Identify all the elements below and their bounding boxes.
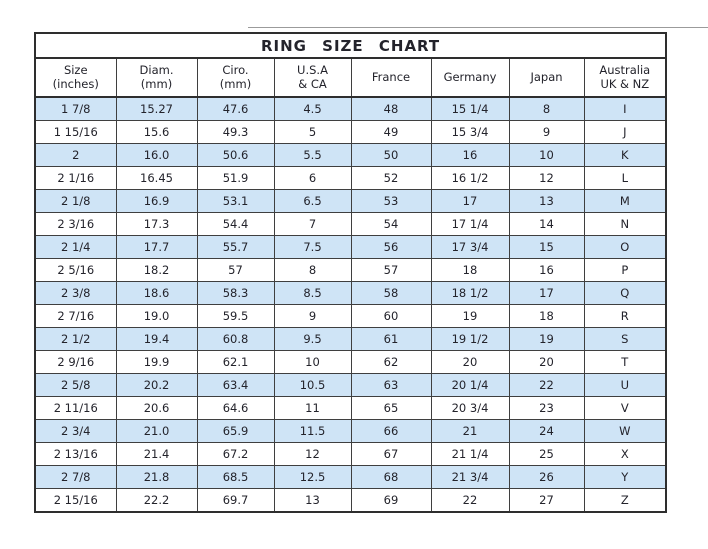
page-title: RING SIZE CHART: [35, 33, 666, 58]
table-cell: 7: [274, 213, 351, 236]
table-cell: 20 3/4: [431, 397, 509, 420]
table-cell: 17: [509, 282, 584, 305]
table-cell: 53.1: [197, 190, 274, 213]
table-cell: 18: [509, 305, 584, 328]
table-cell: 17 3/4: [431, 236, 509, 259]
table-cell: 19.9: [116, 351, 197, 374]
table-cell: J: [584, 121, 666, 144]
table-cell: 53: [351, 190, 431, 213]
table-cell: 49.3: [197, 121, 274, 144]
table-cell: 19: [431, 305, 509, 328]
table-cell: 21.4: [116, 443, 197, 466]
table-cell: 7.5: [274, 236, 351, 259]
column-header-size: [35, 58, 116, 97]
table-cell: 64.6: [197, 397, 274, 420]
table-cell: 6.5: [274, 190, 351, 213]
table-cell: 2 3/16: [35, 213, 116, 236]
table-cell: 19.0: [116, 305, 197, 328]
table-cell: 50.6: [197, 144, 274, 167]
table-row: [35, 144, 666, 167]
table-cell: 11.5: [274, 420, 351, 443]
table-cell: 59.5: [197, 305, 274, 328]
table-cell: 60: [351, 305, 431, 328]
table-row: [35, 259, 666, 282]
table-cell: 2 3/8: [35, 282, 116, 305]
column-header-label: Size: [63, 62, 88, 77]
table-cell: 65.9: [197, 420, 274, 443]
column-header-label: U.S.A: [297, 62, 328, 77]
column-header-label: France: [371, 69, 411, 84]
table-cell: 19.4: [116, 328, 197, 351]
table-cell: 13: [509, 190, 584, 213]
column-header-usa-ca: [274, 58, 351, 97]
table-cell: 67.2: [197, 443, 274, 466]
table-cell: 69: [351, 489, 431, 513]
table-cell: 63: [351, 374, 431, 397]
table-cell: 2 7/8: [35, 466, 116, 489]
table-cell: 10.5: [274, 374, 351, 397]
column-header-sublabel: (mm): [219, 76, 252, 91]
table-cell: 10: [274, 351, 351, 374]
table-row: [35, 213, 666, 236]
table-cell: 22: [431, 489, 509, 513]
table-cell: 57: [197, 259, 274, 282]
table-cell: 49: [351, 121, 431, 144]
table-cell: 4.5: [274, 97, 351, 121]
table-cell: 62: [351, 351, 431, 374]
table-cell: L: [584, 167, 666, 190]
table-cell: 20: [431, 351, 509, 374]
table-cell: 16: [509, 259, 584, 282]
table-row: [35, 374, 666, 397]
table-cell: 56: [351, 236, 431, 259]
column-header-germany: [431, 58, 509, 97]
table-cell: 54: [351, 213, 431, 236]
column-header-row: [35, 58, 666, 97]
table-cell: R: [584, 305, 666, 328]
table-cell: 18: [431, 259, 509, 282]
table-cell: 18.6: [116, 282, 197, 305]
column-header-sublabel: & CA: [298, 76, 327, 91]
table-cell: O: [584, 236, 666, 259]
table-cell: X: [584, 443, 666, 466]
table-cell: 14: [509, 213, 584, 236]
table-row: [35, 236, 666, 259]
table-cell: 21: [431, 420, 509, 443]
table-cell: 6: [274, 167, 351, 190]
table-cell: 22.2: [116, 489, 197, 513]
table-cell: 21 3/4: [431, 466, 509, 489]
table-cell: 2 1/16: [35, 167, 116, 190]
table-row: [35, 282, 666, 305]
table-cell: 22: [509, 374, 584, 397]
table-row: [35, 351, 666, 374]
column-header-japan: [509, 58, 584, 97]
table-cell: 16 1/2: [431, 167, 509, 190]
table-cell: 10: [509, 144, 584, 167]
table-cell: 21.8: [116, 466, 197, 489]
table-cell: 48: [351, 97, 431, 121]
table-cell: 68.5: [197, 466, 274, 489]
table-cell: 63.4: [197, 374, 274, 397]
column-header-sublabel: (inches): [52, 76, 99, 91]
column-header-label: Ciro.: [222, 62, 249, 77]
table-cell: 16.9: [116, 190, 197, 213]
table-cell: 20.2: [116, 374, 197, 397]
table-cell: 20.6: [116, 397, 197, 420]
table-cell: K: [584, 144, 666, 167]
table-row: [35, 305, 666, 328]
table-cell: 20: [509, 351, 584, 374]
table-cell: M: [584, 190, 666, 213]
table-cell: 2 5/16: [35, 259, 116, 282]
table-cell: 2 3/4: [35, 420, 116, 443]
table-row: [35, 190, 666, 213]
column-header-label: Diam.: [139, 62, 174, 77]
table-cell: 2 5/8: [35, 374, 116, 397]
table-cell: 13: [274, 489, 351, 513]
table-cell: Z: [584, 489, 666, 513]
table-cell: 2 13/16: [35, 443, 116, 466]
table-cell: 47.6: [197, 97, 274, 121]
table-cell: 11: [274, 397, 351, 420]
table-cell: 51.9: [197, 167, 274, 190]
column-header-sublabel: UK & NZ: [600, 76, 650, 91]
table-cell: 12: [509, 167, 584, 190]
table-cell: 19: [509, 328, 584, 351]
table-cell: 2 11/16: [35, 397, 116, 420]
table-cell: 15 3/4: [431, 121, 509, 144]
table-cell: 17.7: [116, 236, 197, 259]
table-row: [35, 420, 666, 443]
table-cell: 17.3: [116, 213, 197, 236]
table-header: [35, 33, 666, 97]
table-cell: 27: [509, 489, 584, 513]
scan-artifact-line: [248, 27, 708, 28]
table-cell: 1 7/8: [35, 97, 116, 121]
table-row: [35, 443, 666, 466]
table-cell: 62.1: [197, 351, 274, 374]
table-cell: 50: [351, 144, 431, 167]
table-cell: U: [584, 374, 666, 397]
table-row: [35, 97, 666, 121]
table-cell: 2: [35, 144, 116, 167]
table-cell: 25: [509, 443, 584, 466]
table-cell: 52: [351, 167, 431, 190]
table-cell: 16: [431, 144, 509, 167]
table-cell: 61: [351, 328, 431, 351]
table-cell: 2 1/2: [35, 328, 116, 351]
table-cell: 1 15/16: [35, 121, 116, 144]
column-header-diam: [116, 58, 197, 97]
table-cell: 18.2: [116, 259, 197, 282]
table-cell: 8: [509, 97, 584, 121]
table-cell: 21.0: [116, 420, 197, 443]
table-cell: 9: [509, 121, 584, 144]
table-cell: 17: [431, 190, 509, 213]
table-cell: 5.5: [274, 144, 351, 167]
table-cell: Q: [584, 282, 666, 305]
table-cell: W: [584, 420, 666, 443]
table-cell: 58.3: [197, 282, 274, 305]
table-cell: 20 1/4: [431, 374, 509, 397]
column-header-ciro: [197, 58, 274, 97]
table-cell: 9: [274, 305, 351, 328]
column-header-sublabel: (mm): [140, 76, 173, 91]
table-row: [35, 121, 666, 144]
table-row: [35, 489, 666, 513]
ring-size-chart-table: [34, 32, 667, 513]
table-cell: 2 9/16: [35, 351, 116, 374]
table-cell: 16.0: [116, 144, 197, 167]
column-header-label: Germany: [443, 69, 497, 84]
table-cell: S: [584, 328, 666, 351]
table-cell: 57: [351, 259, 431, 282]
table-cell: 66: [351, 420, 431, 443]
table-cell: 54.4: [197, 213, 274, 236]
column-header-australia-uk-nz: [584, 58, 666, 97]
table-row: [35, 397, 666, 420]
table-cell: 12: [274, 443, 351, 466]
table-cell: 15.6: [116, 121, 197, 144]
column-header-label: Australia: [599, 62, 651, 77]
table-cell: 26: [509, 466, 584, 489]
table-cell: 2 1/4: [35, 236, 116, 259]
table-cell: N: [584, 213, 666, 236]
table-cell: 2 1/8: [35, 190, 116, 213]
table-cell: 16.45: [116, 167, 197, 190]
table-cell: 15.27: [116, 97, 197, 121]
title-row: [35, 33, 666, 58]
table-cell: 2 15/16: [35, 489, 116, 513]
table-cell: 8.5: [274, 282, 351, 305]
table-cell: 15: [509, 236, 584, 259]
table-cell: 69.7: [197, 489, 274, 513]
table-cell: 68: [351, 466, 431, 489]
table-cell: T: [584, 351, 666, 374]
table-row: [35, 328, 666, 351]
table-cell: 65: [351, 397, 431, 420]
table-cell: V: [584, 397, 666, 420]
table-cell: 60.8: [197, 328, 274, 351]
column-header-label: Japan: [530, 69, 563, 84]
table-cell: 18 1/2: [431, 282, 509, 305]
table-cell: 21 1/4: [431, 443, 509, 466]
column-header-france: [351, 58, 431, 97]
table-cell: 55.7: [197, 236, 274, 259]
table-cell: 15 1/4: [431, 97, 509, 121]
table-cell: 58: [351, 282, 431, 305]
table-cell: 8: [274, 259, 351, 282]
table-cell: 19 1/2: [431, 328, 509, 351]
table-cell: I: [584, 97, 666, 121]
table-body: [35, 97, 666, 512]
table-cell: 23: [509, 397, 584, 420]
table-cell: P: [584, 259, 666, 282]
table-cell: 2 7/16: [35, 305, 116, 328]
table-cell: 67: [351, 443, 431, 466]
table-cell: Y: [584, 466, 666, 489]
table-cell: 24: [509, 420, 584, 443]
table-row: [35, 167, 666, 190]
table-row: [35, 466, 666, 489]
table-cell: 5: [274, 121, 351, 144]
table-cell: 12.5: [274, 466, 351, 489]
table-cell: 17 1/4: [431, 213, 509, 236]
table-cell: 9.5: [274, 328, 351, 351]
